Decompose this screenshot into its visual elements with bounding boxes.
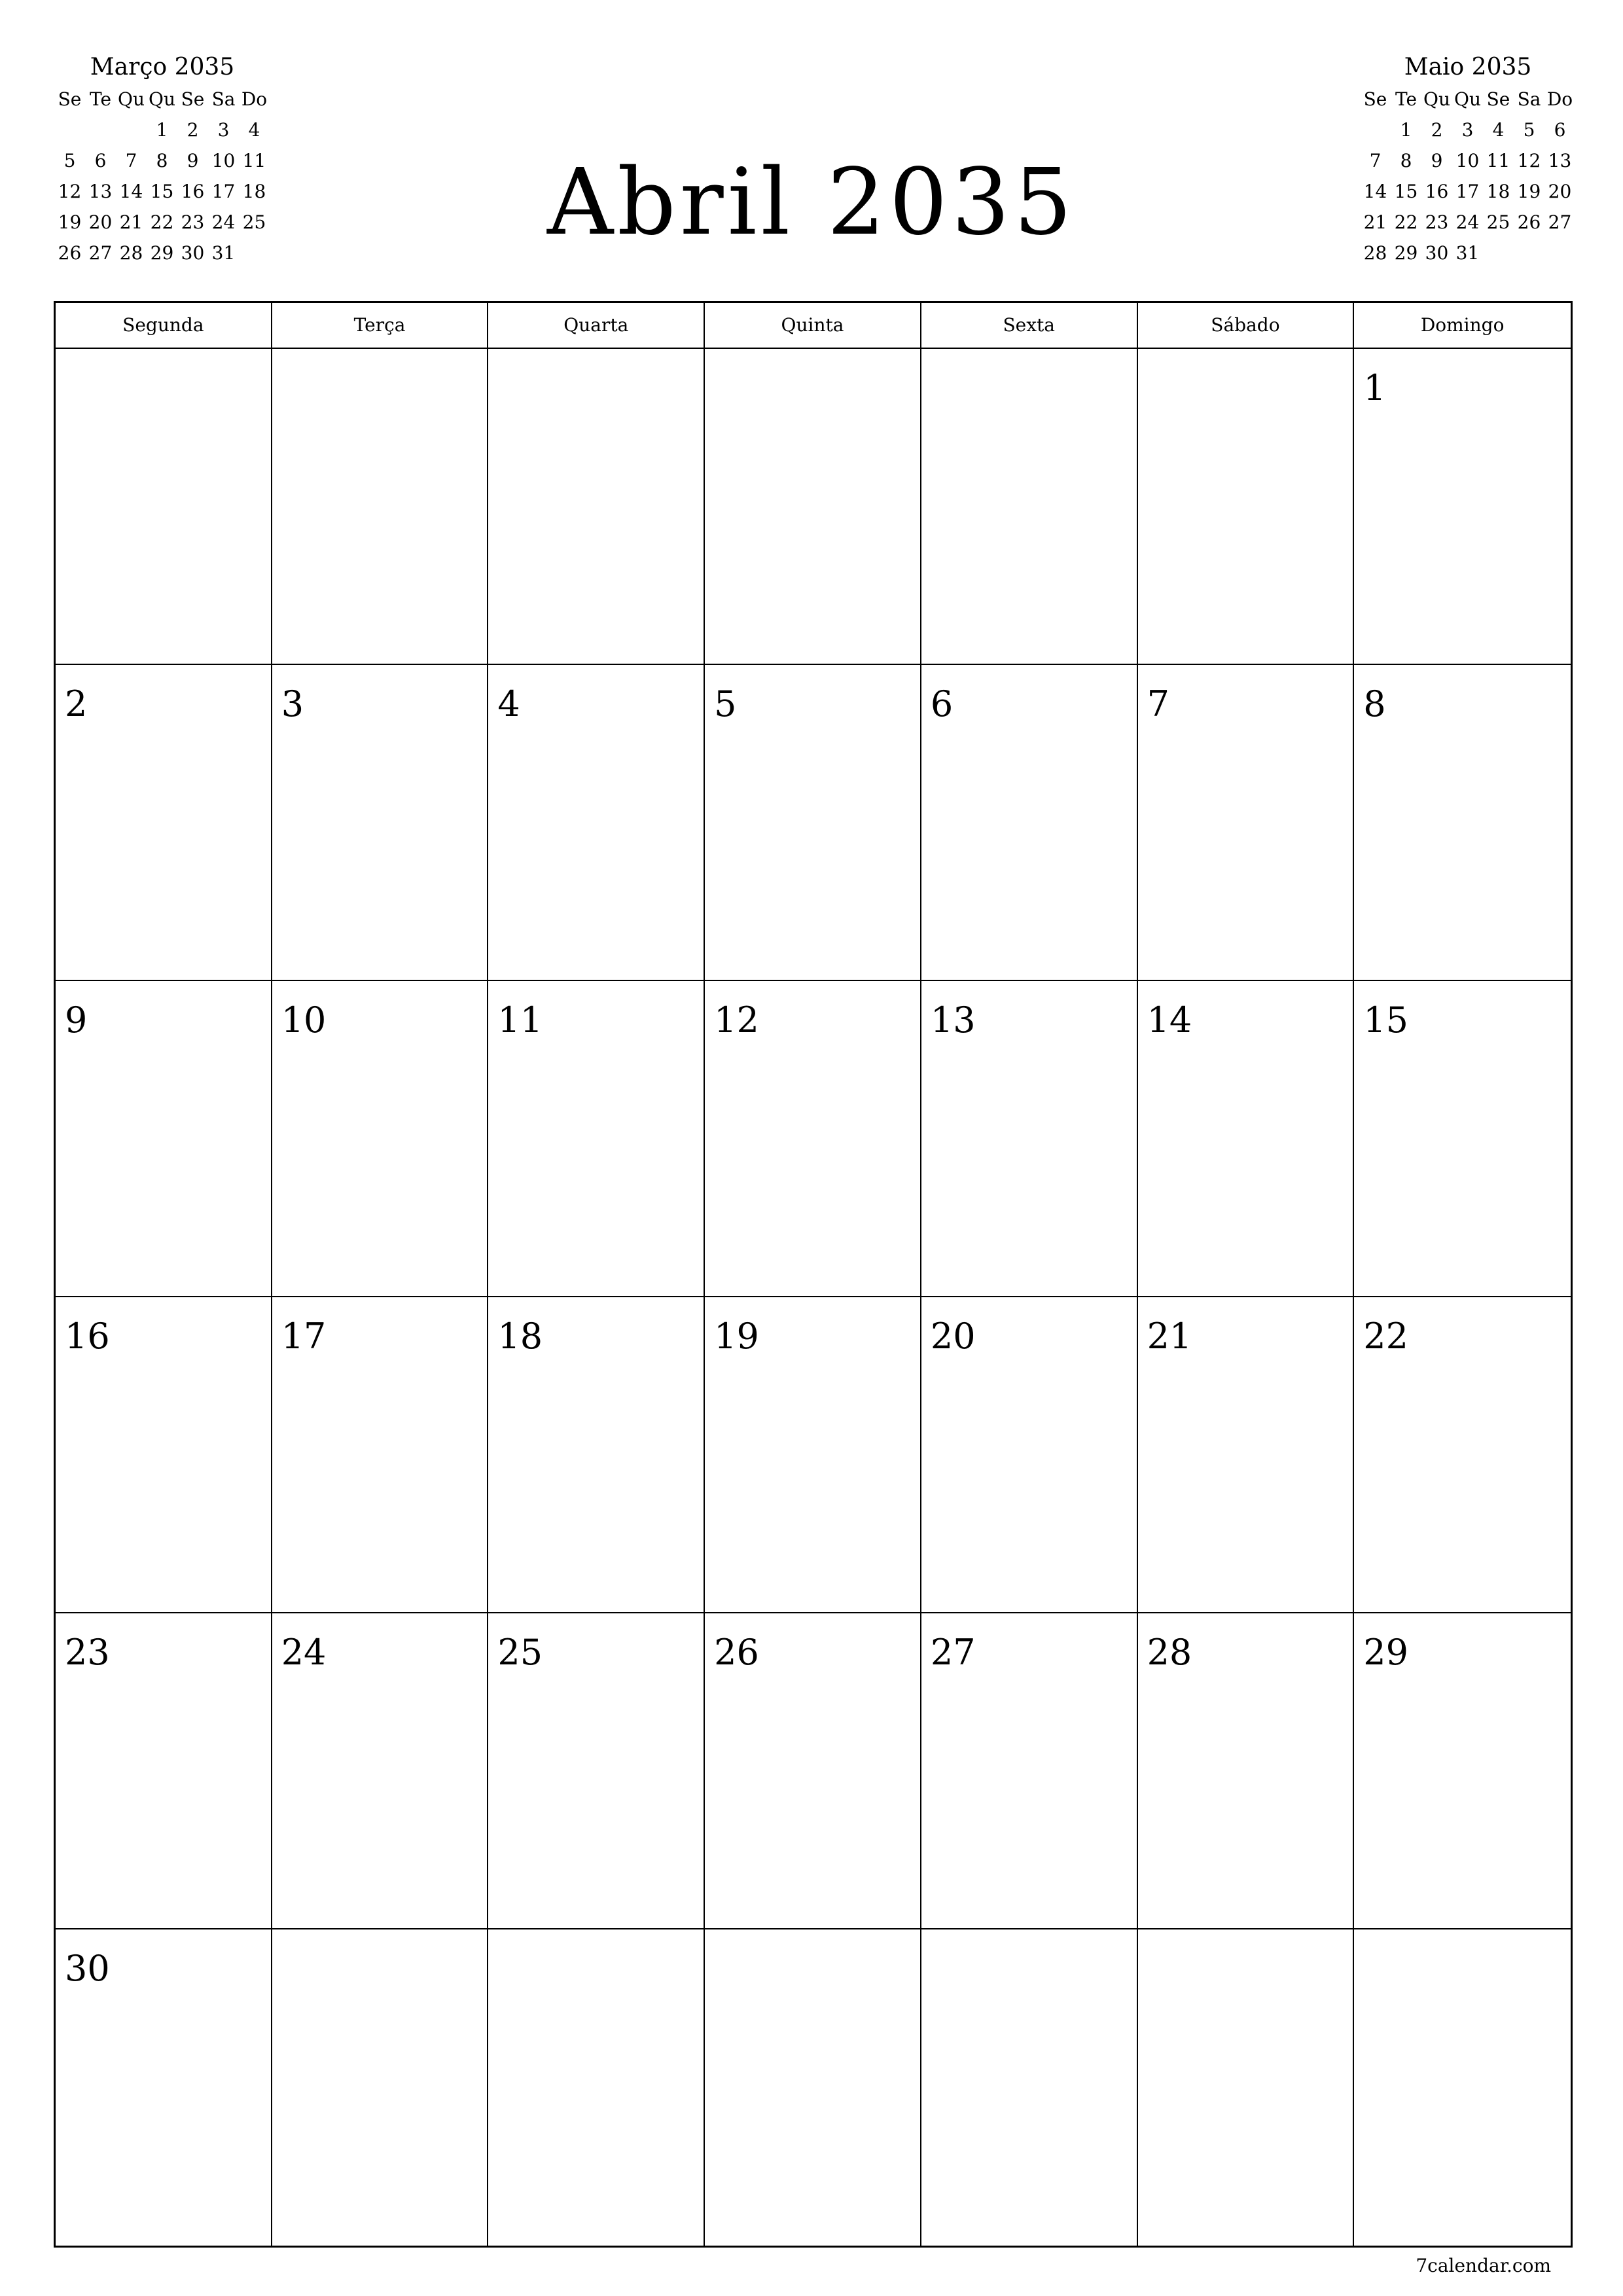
day-number: 17	[281, 1316, 327, 1357]
day-cell[interactable]	[56, 349, 272, 665]
mini-day: 5	[63, 150, 76, 171]
day-cell[interactable]	[1354, 665, 1571, 981]
mini-day: 10	[1455, 150, 1480, 171]
mini-day: 30	[181, 242, 205, 264]
day-number: 26	[714, 1632, 759, 1673]
mini-day: 18	[1486, 181, 1510, 202]
day-cell[interactable]	[1138, 1929, 1355, 2246]
mini-weekday: Se	[1486, 88, 1510, 110]
mini-calendar-grid	[54, 84, 270, 268]
day-cell[interactable]	[488, 1613, 705, 1929]
day-cell[interactable]	[705, 1613, 921, 1929]
mini-calendar-title: Maio 2035	[1404, 54, 1532, 81]
day-number: 12	[714, 999, 759, 1041]
mini-day: 15	[150, 181, 174, 202]
day-cell[interactable]	[1138, 1297, 1355, 1613]
mini-weekday: Te	[89, 88, 112, 110]
day-number: 3	[281, 683, 304, 725]
mini-day: 25	[242, 211, 266, 233]
day-cell[interactable]	[272, 665, 489, 981]
day-cell[interactable]	[1138, 1613, 1355, 1929]
mini-weekday: Qu	[149, 88, 175, 110]
day-cell[interactable]	[921, 1929, 1138, 2246]
day-cell[interactable]	[705, 665, 921, 981]
day-cell[interactable]	[921, 665, 1138, 981]
day-cell[interactable]	[488, 349, 705, 665]
day-number: 25	[497, 1632, 543, 1673]
mini-day: 31	[211, 242, 236, 264]
day-number: 8	[1363, 683, 1386, 725]
day-cell[interactable]	[1354, 349, 1571, 665]
mini-day: 20	[1548, 181, 1572, 202]
day-cell[interactable]	[705, 1929, 921, 2246]
mini-weekday: Qu	[1423, 88, 1450, 110]
day-number: 6	[930, 683, 954, 725]
mini-day: 30	[1425, 242, 1449, 264]
mini-day: 26	[58, 242, 82, 264]
mini-day: 25	[1486, 211, 1510, 233]
weekday-header: Sexta	[921, 303, 1138, 349]
day-number: 11	[497, 999, 543, 1041]
mini-day: 29	[150, 242, 174, 264]
mini-weekday: Qu	[118, 88, 145, 110]
mini-day: 9	[1431, 150, 1443, 171]
day-cell[interactable]	[272, 1297, 489, 1613]
mini-day: 26	[1517, 211, 1541, 233]
mini-day: 12	[58, 181, 82, 202]
day-cell[interactable]	[56, 981, 272, 1297]
day-cell[interactable]	[488, 981, 705, 1297]
day-number: 5	[714, 683, 737, 725]
day-cell[interactable]	[488, 665, 705, 981]
page-title: Abril 2035	[547, 149, 1076, 256]
day-cell[interactable]	[705, 1297, 921, 1613]
mini-day	[1483, 238, 1514, 268]
day-cell[interactable]	[921, 1297, 1138, 1613]
day-number: 24	[281, 1632, 327, 1673]
mini-day: 21	[119, 211, 143, 233]
mini-day: 3	[217, 119, 230, 141]
mini-day: 28	[1363, 242, 1387, 264]
mini-day: 29	[1394, 242, 1418, 264]
day-number: 4	[497, 683, 520, 725]
mini-day: 2	[1431, 119, 1443, 141]
mini-day: 28	[119, 242, 143, 264]
mini-weekday: Qu	[1454, 88, 1481, 110]
mini-day: 27	[1548, 211, 1572, 233]
mini-day: 11	[242, 150, 266, 171]
day-number: 19	[714, 1316, 759, 1357]
day-number: 14	[1147, 999, 1192, 1041]
day-cell[interactable]	[921, 349, 1138, 665]
weekday-header: Sábado	[1138, 303, 1355, 349]
mini-day: 16	[1425, 181, 1449, 202]
day-number: 29	[1363, 1632, 1408, 1673]
mini-day: 8	[156, 150, 168, 171]
mini-day: 8	[1400, 150, 1412, 171]
day-number: 28	[1147, 1632, 1192, 1673]
mini-day: 7	[1369, 150, 1382, 171]
day-cell[interactable]	[1138, 349, 1355, 665]
mini-calendar-prev-month	[54, 51, 270, 268]
day-cell[interactable]	[56, 1929, 272, 2246]
day-cell[interactable]	[56, 1297, 272, 1613]
mini-day: 21	[1363, 211, 1387, 233]
mini-day: 23	[181, 211, 205, 233]
mini-day: 19	[1517, 181, 1541, 202]
day-cell[interactable]	[1138, 981, 1355, 1297]
mini-day: 14	[1363, 181, 1387, 202]
mini-day: 13	[88, 181, 113, 202]
mini-day	[1514, 238, 1544, 268]
mini-weekday: Sa	[211, 88, 236, 110]
day-cell[interactable]	[705, 349, 921, 665]
mini-day: 22	[1394, 211, 1418, 233]
mini-calendar-next-month	[1360, 51, 1576, 268]
day-cell[interactable]	[1138, 665, 1355, 981]
mini-calendar-title: Março 2035	[90, 54, 235, 81]
mini-weekday: Se	[58, 88, 82, 110]
mini-day	[116, 115, 147, 145]
mini-calendar-grid	[1360, 84, 1576, 268]
day-number: 30	[65, 1948, 110, 1989]
day-cell[interactable]	[921, 981, 1138, 1297]
mini-day: 27	[88, 242, 113, 264]
weekday-header: Segunda	[56, 303, 272, 349]
mini-day: 5	[1523, 119, 1535, 141]
day-number: 15	[1363, 999, 1408, 1041]
day-cell[interactable]	[272, 349, 489, 665]
day-cell[interactable]	[1354, 1613, 1571, 1929]
day-cell[interactable]	[272, 981, 489, 1297]
day-cell[interactable]	[921, 1613, 1138, 1929]
mini-day: 17	[211, 181, 236, 202]
day-number: 23	[65, 1632, 110, 1673]
mini-day	[1360, 115, 1391, 145]
day-cell[interactable]	[1354, 1297, 1571, 1613]
mini-day: 20	[88, 211, 113, 233]
mini-weekday: Te	[1395, 88, 1418, 110]
mini-weekday: Do	[1546, 88, 1573, 110]
day-number: 10	[281, 999, 327, 1041]
weekday-header: Quarta	[488, 303, 705, 349]
day-number: 16	[65, 1316, 110, 1357]
mini-day: 4	[248, 119, 260, 141]
weekday-header: Quinta	[705, 303, 921, 349]
mini-day: 3	[1461, 119, 1474, 141]
mini-day: 2	[187, 119, 199, 141]
mini-day: 17	[1455, 181, 1480, 202]
day-number: 27	[930, 1632, 976, 1673]
day-number: 9	[65, 999, 88, 1041]
mini-day	[1544, 238, 1575, 268]
day-cell[interactable]	[1354, 1929, 1571, 2246]
mini-day: 6	[94, 150, 107, 171]
mini-weekday: Se	[181, 88, 205, 110]
mini-day: 1	[1400, 119, 1412, 141]
footer-credit: 7calendar.com	[1416, 2255, 1551, 2276]
day-number: 18	[497, 1316, 543, 1357]
day-cell[interactable]	[1354, 981, 1571, 1297]
mini-day: 23	[1425, 211, 1449, 233]
mini-day: 24	[211, 211, 236, 233]
mini-day: 22	[150, 211, 174, 233]
mini-day: 31	[1455, 242, 1480, 264]
day-cell[interactable]	[488, 1929, 705, 2246]
mini-day: 13	[1548, 150, 1572, 171]
mini-day: 10	[211, 150, 236, 171]
day-number: 20	[930, 1316, 976, 1357]
mini-day: 7	[125, 150, 137, 171]
mini-day: 6	[1554, 119, 1566, 141]
day-cell[interactable]	[272, 1929, 489, 2246]
mini-day: 18	[242, 181, 266, 202]
mini-day: 4	[1492, 119, 1505, 141]
day-cell[interactable]	[705, 981, 921, 1297]
mini-day: 14	[119, 181, 143, 202]
mini-weekday: Se	[1363, 88, 1387, 110]
mini-weekday: Do	[241, 88, 268, 110]
day-cell[interactable]	[272, 1613, 489, 1929]
mini-day: 19	[58, 211, 82, 233]
calendar-grid	[54, 301, 1573, 2248]
day-cell[interactable]	[56, 665, 272, 981]
weekday-header: Terça	[272, 303, 489, 349]
mini-day: 12	[1517, 150, 1541, 171]
mini-day: 11	[1486, 150, 1510, 171]
day-number: 2	[65, 683, 88, 725]
mini-weekday: Sa	[1517, 88, 1541, 110]
mini-day: 24	[1455, 211, 1480, 233]
day-number: 21	[1147, 1316, 1192, 1357]
mini-day	[239, 238, 270, 268]
day-number: 1	[1363, 367, 1386, 408]
day-cell[interactable]	[488, 1297, 705, 1613]
mini-day: 16	[181, 181, 205, 202]
mini-day	[85, 115, 116, 145]
weekday-header: Domingo	[1354, 303, 1571, 349]
mini-day: 1	[156, 119, 168, 141]
day-number: 7	[1147, 683, 1169, 725]
day-number: 13	[930, 999, 976, 1041]
mini-day	[54, 115, 85, 145]
mini-day: 9	[187, 150, 199, 171]
mini-day: 15	[1394, 181, 1418, 202]
day-number: 22	[1363, 1316, 1408, 1357]
day-cell[interactable]	[56, 1613, 272, 1929]
